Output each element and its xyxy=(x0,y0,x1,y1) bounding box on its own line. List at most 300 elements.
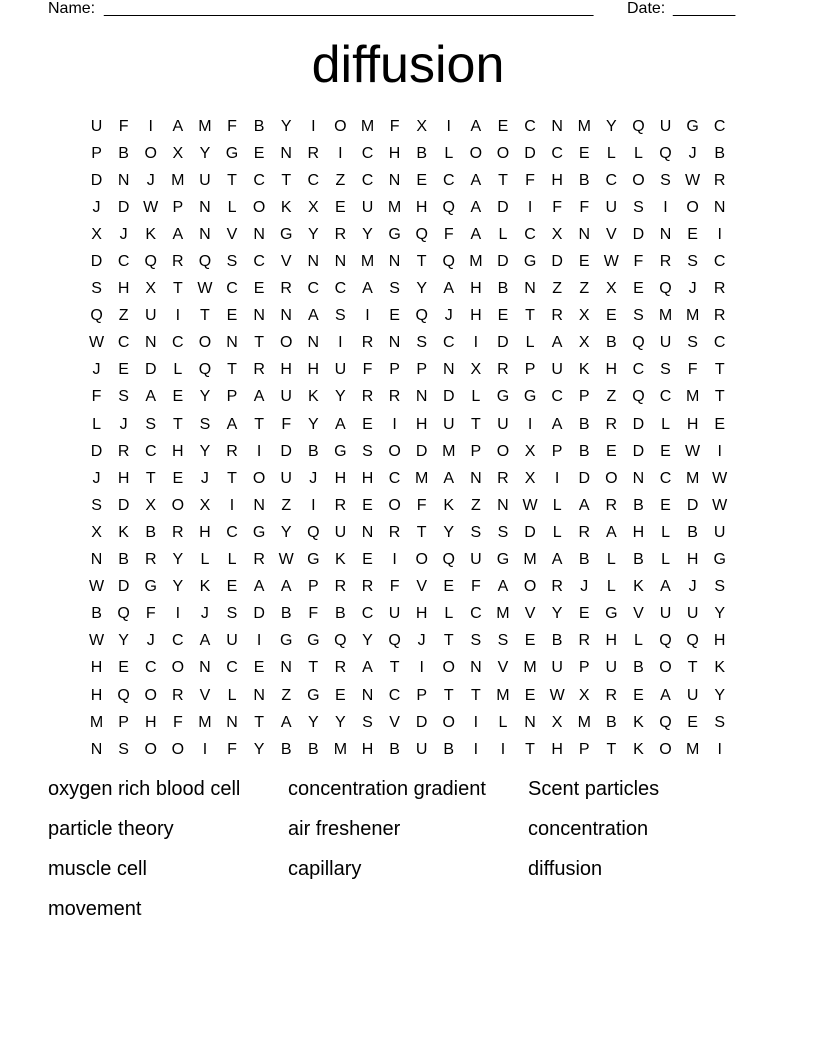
grid-letter: K xyxy=(714,659,726,677)
grid-letter: G xyxy=(307,686,320,704)
grid-letter: C xyxy=(253,253,265,271)
grid-letter: J xyxy=(688,578,697,596)
grid-letter: B xyxy=(307,740,319,758)
grid-letter: N xyxy=(226,713,238,731)
grid-letter: N xyxy=(442,361,455,379)
grid-letter: A xyxy=(551,551,563,569)
grid-letter: B xyxy=(416,144,427,162)
grid-letter: B xyxy=(443,740,455,758)
grid-letter: S xyxy=(91,496,102,514)
grid-letter: W xyxy=(685,171,701,189)
grid-letter: A xyxy=(226,415,238,433)
grid-letter: A xyxy=(307,307,319,325)
grid-letter: V xyxy=(199,686,211,704)
grid-letter: F xyxy=(362,361,373,379)
grid-letter: F xyxy=(389,578,400,596)
grid-letter: X xyxy=(551,225,563,243)
grid-letter: A xyxy=(335,415,346,433)
grid-letter: Z xyxy=(118,307,129,325)
grid-letter: Q xyxy=(442,253,455,271)
grid-letter: S xyxy=(362,442,373,460)
grid-letter: Y xyxy=(253,740,265,758)
grid-letter: R xyxy=(334,225,347,243)
grid-letter: F xyxy=(552,198,563,216)
grid-letter: A xyxy=(551,415,563,433)
grid-letter: O xyxy=(198,334,212,352)
grid-letter: B xyxy=(280,605,292,623)
grid-row xyxy=(83,438,734,465)
grid-letter: U xyxy=(686,605,699,623)
grid-letter: R xyxy=(172,253,184,271)
grid-letter: B xyxy=(307,442,319,460)
grid-row xyxy=(83,736,734,763)
grid-letter: E xyxy=(362,496,373,514)
grid-letter: Y xyxy=(199,442,211,460)
grid-letter: V xyxy=(389,713,400,731)
grid-letter: B xyxy=(118,551,129,569)
grid-letter: Y xyxy=(172,551,184,569)
grid-letter: F xyxy=(308,605,319,623)
grid-letter: I xyxy=(473,334,479,352)
grid-letter: N xyxy=(361,523,374,541)
grid-letter: R xyxy=(497,469,509,487)
grid-letter: P xyxy=(470,442,482,460)
grid-letter: G xyxy=(252,523,266,541)
grid-row xyxy=(83,194,734,221)
grid-letter: T xyxy=(254,334,264,352)
grid-letter: O xyxy=(171,496,185,514)
grid-letter: Q xyxy=(442,198,455,216)
grid-letter: O xyxy=(388,442,401,460)
grid-letter: T xyxy=(606,740,617,758)
grid-letter: B xyxy=(578,442,590,460)
grid-letter: U xyxy=(659,605,672,623)
grid-letter: B xyxy=(91,605,102,623)
grid-letter: Z xyxy=(606,388,617,406)
grid-letter: E xyxy=(687,713,698,731)
grid-letter: L xyxy=(552,523,562,541)
grid-letter: I xyxy=(527,415,533,433)
grid-letter: R xyxy=(334,659,347,677)
grid-letter: I xyxy=(446,117,451,135)
grid-row xyxy=(83,601,734,628)
grid-letter: U xyxy=(605,198,618,216)
grid-letter: Q xyxy=(334,632,347,650)
grid-letter: M xyxy=(523,659,537,677)
grid-row xyxy=(83,709,734,736)
grid-letter: K xyxy=(199,578,211,596)
grid-letter: D xyxy=(551,253,563,271)
grid-letter: Q xyxy=(632,117,645,135)
grid-letter: U xyxy=(497,415,509,433)
grid-letter: A xyxy=(443,280,455,298)
grid-letter: E xyxy=(362,551,373,569)
grid-letter: N xyxy=(713,198,726,216)
grid-letter: N xyxy=(632,469,645,487)
grid-row xyxy=(83,248,734,275)
grid-letter: C xyxy=(226,280,238,298)
word-list-item: oxygen rich blood cell xyxy=(48,778,241,800)
grid-letter: A xyxy=(145,388,157,406)
grid-letter: H xyxy=(90,659,103,677)
grid-letter: D xyxy=(117,496,130,514)
grid-letter: S xyxy=(226,253,238,271)
grid-letter: L xyxy=(606,578,616,596)
grid-letter: Z xyxy=(281,686,292,704)
grid-letter: U xyxy=(361,198,374,216)
grid-letter: S xyxy=(226,605,238,623)
grid-letter: A xyxy=(280,713,292,731)
grid-letter: O xyxy=(523,578,537,596)
grid-letter: E xyxy=(118,361,129,379)
grid-letter: Q xyxy=(659,144,672,162)
grid-letter: T xyxy=(416,253,427,271)
grid-letter: G xyxy=(523,388,537,406)
grid-letter: A xyxy=(605,523,617,541)
grid-letter: K xyxy=(335,551,346,569)
grid-letter: K xyxy=(443,496,455,514)
grid-letter: S xyxy=(389,280,400,298)
grid-letter: A xyxy=(660,578,671,596)
grid-letter: Q xyxy=(415,307,428,325)
grid-letter: Q xyxy=(144,253,157,271)
grid-letter: U xyxy=(713,523,726,541)
grid-letter: I xyxy=(419,659,424,677)
grid-letter: H xyxy=(551,171,563,189)
grid-letter: S xyxy=(714,578,726,596)
grid-letter: D xyxy=(90,253,103,271)
grid-letter: N xyxy=(280,307,292,325)
grid-letter: G xyxy=(334,442,347,460)
grid-letter: R xyxy=(497,361,509,379)
grid-letter: T xyxy=(145,469,156,487)
grid-letter: C xyxy=(605,171,618,189)
grid-letter: E xyxy=(253,144,265,162)
grid-letter: Y xyxy=(172,578,184,596)
grid-letter: J xyxy=(417,632,426,650)
grid-letter: S xyxy=(660,171,671,189)
grid-letter: D xyxy=(632,225,645,243)
grid-letter: R xyxy=(172,523,184,541)
grid-letter: Q xyxy=(198,253,212,271)
grid-letter: X xyxy=(605,280,617,298)
grid-letter: U xyxy=(280,469,292,487)
grid-letter: G xyxy=(686,117,699,135)
grid-letter: L xyxy=(661,523,670,541)
grid-letter: E xyxy=(497,117,509,135)
grid-letter: N xyxy=(388,253,401,271)
grid-letter: B xyxy=(578,171,590,189)
grid-letter: O xyxy=(442,659,455,677)
grid-letter: D xyxy=(524,144,536,162)
grid-letter: C xyxy=(442,171,455,189)
grid-letter: H xyxy=(307,361,320,379)
grid-letter: F xyxy=(389,117,400,135)
grid-letter: P xyxy=(416,361,427,379)
grid-letter: D xyxy=(90,171,103,189)
grid-letter: Q xyxy=(659,280,672,298)
grid-letter: E xyxy=(687,225,698,243)
grid-letter: C xyxy=(551,144,563,162)
word-list-item: particle theory xyxy=(48,818,174,840)
grid-letter: I xyxy=(473,740,479,758)
grid-letter: T xyxy=(525,307,535,325)
grid-letter: A xyxy=(470,225,482,243)
grid-letter: L xyxy=(661,415,670,433)
grid-letter: C xyxy=(388,469,401,487)
grid-letter: R xyxy=(361,578,374,596)
grid-letter: N xyxy=(226,334,238,352)
grid-letter: H xyxy=(117,469,130,487)
grid-letter: K xyxy=(633,578,644,596)
grid-letter: Y xyxy=(416,280,427,298)
grid-row xyxy=(83,519,734,546)
grid-letter: L xyxy=(525,334,535,352)
grid-letter: U xyxy=(226,632,238,650)
grid-letter: L xyxy=(606,144,616,162)
grid-letter: H xyxy=(361,469,374,487)
grid-letter: J xyxy=(119,415,128,433)
grid-letter: P xyxy=(91,144,102,162)
date-label: Date: xyxy=(627,0,666,17)
grid-letter: O xyxy=(171,659,185,677)
grid-letter: T xyxy=(714,361,725,379)
grid-letter: P xyxy=(226,388,238,406)
word-list-item: capillary xyxy=(288,858,362,880)
grid-letter: C xyxy=(307,280,320,298)
grid-letter: S xyxy=(470,523,482,541)
grid-letter: M xyxy=(469,253,483,271)
grid-letter: B xyxy=(551,632,563,650)
grid-letter: R xyxy=(388,388,401,406)
grid-letter: D xyxy=(280,442,292,460)
grid-letter: K xyxy=(307,388,319,406)
grid-letter: L xyxy=(227,686,237,704)
grid-letter: N xyxy=(497,496,509,514)
grid-letter: J xyxy=(92,198,101,216)
grid-letter: K xyxy=(118,523,129,541)
grid-letter: O xyxy=(144,144,157,162)
grid-letter: D xyxy=(117,198,130,216)
grid-letter: N xyxy=(659,225,672,243)
grid-letter: J xyxy=(580,578,589,596)
grid-letter: U xyxy=(388,605,401,623)
grid-letter: O xyxy=(496,442,510,460)
grid-letter: K xyxy=(280,198,292,216)
grid-letter: Q xyxy=(686,632,699,650)
grid-letter: C xyxy=(307,171,320,189)
grid-letter: H xyxy=(470,307,482,325)
grid-letter: H xyxy=(415,198,428,216)
grid-letter: G xyxy=(307,551,320,569)
grid-letter: I xyxy=(175,605,181,623)
grid-letter: L xyxy=(606,551,616,569)
grid-letter: I xyxy=(256,442,262,460)
grid-letter: R xyxy=(307,144,320,162)
grid-letter: F xyxy=(227,740,237,758)
grid-row xyxy=(83,655,734,682)
grid-letter: H xyxy=(361,740,374,758)
grid-letter: J xyxy=(146,632,155,650)
grid-letter: M xyxy=(442,442,456,460)
grid-letter: C xyxy=(117,253,130,271)
grid-letter: C xyxy=(226,523,238,541)
grid-letter: X xyxy=(199,496,211,514)
grid-letter: S xyxy=(91,280,102,298)
grid-letter: C xyxy=(524,225,536,243)
grid-letter: X xyxy=(91,523,102,541)
grid-letter: X xyxy=(416,117,427,135)
grid-letter: E xyxy=(172,388,184,406)
grid-letter: V xyxy=(524,605,536,623)
grid-letter: T xyxy=(470,686,481,704)
grid-letter: T xyxy=(254,713,264,731)
grid-letter: I xyxy=(717,442,722,460)
grid-letter: W xyxy=(197,280,213,298)
grid-letter: A xyxy=(443,469,455,487)
grid-letter: H xyxy=(686,551,699,569)
grid-letter: U xyxy=(551,659,563,677)
grid-letter: D xyxy=(90,442,103,460)
grid-letter: M xyxy=(685,388,700,406)
grid-letter: O xyxy=(144,686,157,704)
grid-letter: Z xyxy=(335,171,346,189)
grid-letter: E xyxy=(362,415,373,433)
grid-letter: H xyxy=(117,280,130,298)
grid-letter: N xyxy=(415,388,428,406)
grid-letter: A xyxy=(362,659,373,677)
grid-letter: H xyxy=(551,740,563,758)
grid-letter: E xyxy=(335,198,346,216)
grid-letter: N xyxy=(199,198,211,216)
grid-letter: A xyxy=(199,632,211,650)
grid-letter: N xyxy=(199,225,211,243)
grid-letter: A xyxy=(660,686,671,704)
grid-letter: P xyxy=(578,388,590,406)
word-list-item: Scent particles xyxy=(528,778,660,800)
grid-letter: P xyxy=(551,442,563,460)
grid-letter: S xyxy=(335,307,346,325)
grid-letter: E xyxy=(497,307,509,325)
grid-letter: W xyxy=(143,198,159,216)
grid-letter: L xyxy=(633,144,643,162)
page-title: diffusion xyxy=(311,36,505,94)
grid-letter: X xyxy=(578,307,590,325)
grid-letter: T xyxy=(172,415,183,433)
grid-letter: N xyxy=(280,659,292,677)
grid-letter: E xyxy=(714,415,726,433)
grid-letter: C xyxy=(713,253,726,271)
grid-letter: C xyxy=(470,605,482,623)
grid-letter: W xyxy=(549,686,565,704)
grid-letter: I xyxy=(500,740,506,758)
grid-letter: D xyxy=(415,442,428,460)
grid-letter: A xyxy=(470,171,482,189)
grid-letter: S xyxy=(687,253,698,271)
grid-letter: L xyxy=(633,632,643,650)
grid-letter: I xyxy=(392,551,397,569)
grid-letter: D xyxy=(497,253,509,271)
grid-letter: R xyxy=(605,496,618,514)
grid-letter: N xyxy=(334,253,347,271)
grid-letter: U xyxy=(280,388,292,406)
grid-letter: U xyxy=(144,307,157,325)
date-field-line[interactable]: _______ xyxy=(673,0,736,17)
grid-letter: G xyxy=(307,632,320,650)
grid-letter: G xyxy=(523,253,537,271)
grid-letter: R xyxy=(605,415,618,433)
grid-letter: H xyxy=(713,632,726,650)
grid-letter: Q xyxy=(388,632,401,650)
grid-letter: N xyxy=(307,334,320,352)
grid-letter: U xyxy=(199,171,211,189)
grid-letter: M xyxy=(333,740,348,758)
grid-letter: G xyxy=(279,632,293,650)
grid-letter: L xyxy=(444,144,454,162)
grid-letter: L xyxy=(498,713,508,731)
grid-letter: S xyxy=(660,361,671,379)
grid-letter: Y xyxy=(280,523,292,541)
grid-letter: G xyxy=(496,551,510,569)
grid-letter: F xyxy=(633,253,644,271)
grid-letter: J xyxy=(119,225,128,243)
grid-letter: C xyxy=(388,686,401,704)
grid-letter: Q xyxy=(632,334,645,352)
grid-letter: E xyxy=(226,307,238,325)
grid-letter: U xyxy=(470,551,482,569)
grid-letter: H xyxy=(90,686,103,704)
name-field-line[interactable]: _______________________________________________________ xyxy=(104,0,594,17)
grid-letter: G xyxy=(713,551,726,569)
grid-letter: L xyxy=(471,388,481,406)
grid-letter: I xyxy=(148,117,153,135)
grid-letter: N xyxy=(361,686,374,704)
grid-letter: M xyxy=(523,551,537,569)
grid-letter: F xyxy=(91,388,102,406)
grid-row xyxy=(83,330,734,357)
grid-letter: I xyxy=(311,117,316,135)
grid-letter: D xyxy=(497,334,509,352)
grid-row xyxy=(83,113,734,140)
grid-letter: P xyxy=(118,713,129,731)
grid-letter: C xyxy=(144,659,157,677)
grid-letter: L xyxy=(444,605,454,623)
grid-letter: Y xyxy=(605,117,617,135)
grid-letter: Q xyxy=(415,225,428,243)
grid-letter: T xyxy=(470,415,481,433)
grid-letter: I xyxy=(663,198,668,216)
grid-letter: U xyxy=(659,117,672,135)
grid-letter: I xyxy=(256,632,262,650)
grid-letter: S xyxy=(118,740,129,758)
grid-letter: I xyxy=(338,334,343,352)
grid-letter: N xyxy=(470,659,482,677)
grid-letter: B xyxy=(280,740,292,758)
grid-letter: C xyxy=(117,334,130,352)
grid-letter: J xyxy=(200,469,209,487)
grid-letter: C xyxy=(713,334,726,352)
grid-letter: J xyxy=(200,605,209,623)
grid-letter: M xyxy=(89,713,104,731)
grid-letter: N xyxy=(307,253,320,271)
grid-letter: Q xyxy=(307,523,320,541)
grid-letter: I xyxy=(473,713,479,731)
grid-letter: R xyxy=(334,496,347,514)
grid-letter: H xyxy=(199,523,211,541)
grid-letter: I xyxy=(365,307,370,325)
grid-letter: W xyxy=(712,496,728,514)
grid-letter: M xyxy=(685,469,700,487)
